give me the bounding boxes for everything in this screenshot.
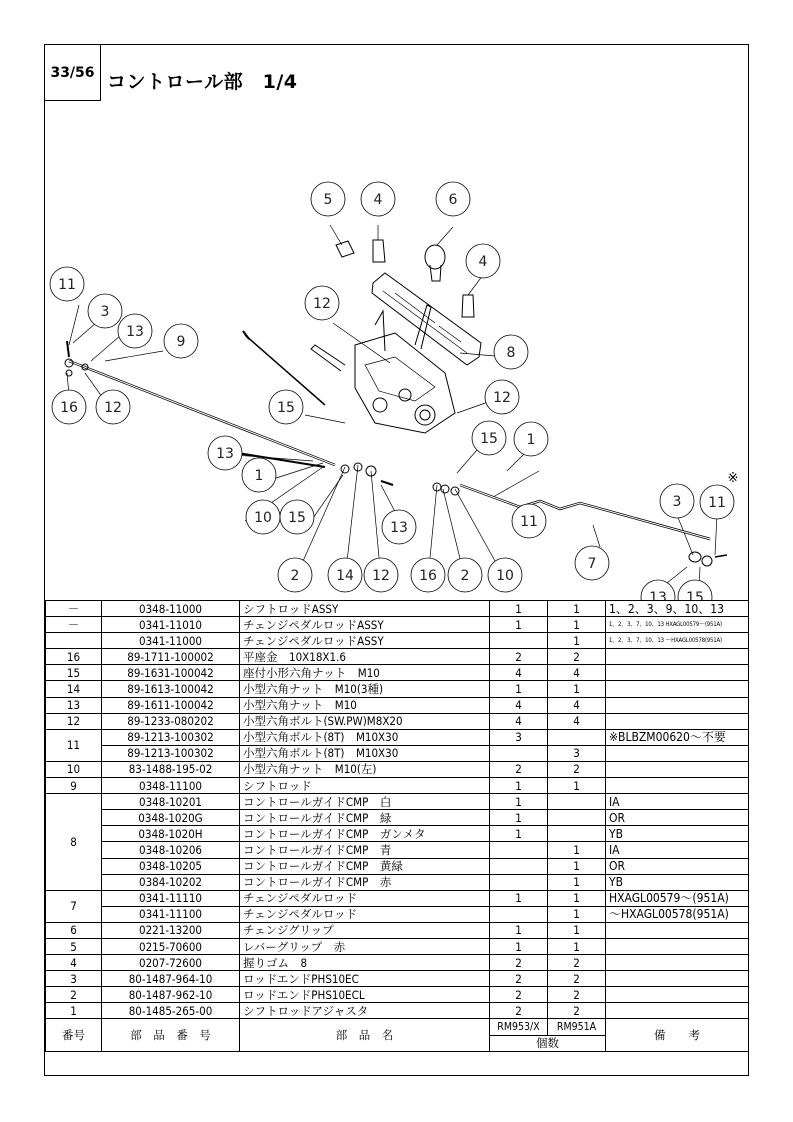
cell-part-no: 0348-1020H [102,826,240,842]
cell-qty-rm953: 3 [490,729,548,745]
callout-number: 15 [277,400,295,416]
callout-number: 16 [419,568,437,584]
table-row [46,761,749,777]
cell-qty-rm951a: 1 [548,874,606,890]
callout-number: 10 [254,510,272,526]
header-part-name: 部 品 名 [240,1019,490,1051]
table-row [46,858,749,874]
callout-number: 11 [58,277,76,293]
table-row [46,906,749,922]
cell-part-no: 0207-72600 [102,955,240,971]
cell-part-no: 89-1611-100042 [102,697,240,713]
cell-qty-rm953: 1 [490,810,548,826]
cell-no: 10 [46,761,102,777]
cell-no: 12 [46,713,102,729]
callout-number: 9 [176,334,186,350]
cell-part-no: 80-1487-962-10 [102,987,240,1003]
cell-part-name: シフトロッドアジャスタ [240,1003,490,1019]
cell-part-name: シフトロッドASSY [240,601,490,617]
cell-remarks: 1、2、3、7、10、13 HXAGL00579〜(951A) [606,617,749,633]
cell-qty-rm953: 2 [490,761,548,777]
cell-remarks [606,681,749,697]
cell-part-no: 0341-11100 [102,906,240,922]
cell-part-name: チェンジペダルロッド [240,906,490,922]
table-row [46,665,749,681]
callout-number: 11 [520,514,538,530]
callout-number: 15 [288,510,306,526]
table-row [46,874,749,890]
cell-qty-rm951a: 1 [548,938,606,954]
callout-number: 13 [126,324,144,340]
cell-qty-rm951a [548,794,606,810]
cell-remarks: IA [606,794,749,810]
cell-qty-rm953: 1 [490,826,548,842]
cell-part-no: 89-1233-080202 [102,713,240,729]
cell-qty-rm951a: 2 [548,649,606,665]
callout-number: 13 [216,446,234,462]
cell-part-name: 小型六角ボルト(8T) M10X30 [240,729,490,745]
cell-remarks: ※BLBZM00620〜不要 [606,729,749,745]
cell-remarks: 〜HXAGL00578(951A) [606,906,749,922]
cell-qty-rm951a: 1 [548,681,606,697]
header-part-no: 部 品 番 号 [102,1019,240,1051]
cell-qty-rm953 [490,906,548,922]
cell-part-no: 89-1213-100302 [102,745,240,761]
cell-part-no: 0348-11100 [102,778,240,794]
cell-qty-rm953: 1 [490,617,548,633]
cell-no: － [46,601,102,617]
cell-part-no: 0215-70600 [102,938,240,954]
cell-no: 16 [46,649,102,665]
callout-number: 3 [100,304,110,320]
table-row [46,971,749,987]
table-row [46,729,749,745]
table-row [46,633,749,649]
cell-qty-rm953: 4 [490,713,548,729]
table-row [46,955,749,971]
cell-part-no: 0341-11010 [102,617,240,633]
cell-no: 6 [46,922,102,938]
cell-qty-rm951a: 1 [548,601,606,617]
cell-part-name: コントロールガイドCMP 黄緑 [240,858,490,874]
parts-diagram [45,105,748,601]
cell-qty-rm951a: 1 [548,922,606,938]
cell-part-name: 小型六角ナット M10(3種) [240,681,490,697]
callout-number: 2 [290,568,300,584]
cell-part-no: 0348-10205 [102,858,240,874]
cell-qty-rm953: 1 [490,601,548,617]
cell-remarks [606,745,749,761]
cell-part-no: 80-1485-265-00 [102,1003,240,1019]
cell-part-name: コントロールガイドCMP 青 [240,842,490,858]
cell-qty-rm951a: 1 [548,858,606,874]
cell-qty-rm951a: 4 [548,713,606,729]
cell-no: 5 [46,938,102,954]
cell-part-name: 平座金 10X18X1.6 [240,649,490,665]
table-row [46,922,749,938]
parts-table [45,600,749,1052]
cell-part-no: 0341-11110 [102,890,240,906]
table-row [46,842,749,858]
cell-remarks [606,938,749,954]
cell-qty-rm953: 1 [490,681,548,697]
callout-number: 12 [313,296,331,312]
cell-qty-rm953: 2 [490,987,548,1003]
cell-remarks [606,955,749,971]
cell-qty-rm951a: 1 [548,633,606,649]
cell-part-no: 89-1613-100042 [102,681,240,697]
cell-qty-rm951a: 3 [548,745,606,761]
cell-qty-rm953 [490,633,548,649]
cell-remarks [606,778,749,794]
callout-number: 1 [254,468,264,484]
cell-qty-rm951a: 2 [548,987,606,1003]
cell-part-name: シフトロッド [240,778,490,794]
callout-number: 2 [460,568,470,584]
cell-no: 3 [46,971,102,987]
cell-part-name: チェンジグリップ [240,922,490,938]
callout-number: 11 [708,495,726,511]
table-row [46,826,749,842]
cell-remarks: 1、2、3、7、10、13 〜HXAGL00578(951A) [606,633,749,649]
cell-qty-rm953: 2 [490,955,548,971]
cell-qty-rm951a: 2 [548,955,606,971]
cell-qty-rm951a: 2 [548,761,606,777]
callout-number: 13 [649,590,667,601]
cell-qty-rm951a: 1 [548,906,606,922]
table-row [46,601,749,617]
cell-remarks [606,987,749,1003]
cell-part-no: 0348-11000 [102,601,240,617]
callout-number: 5 [323,192,333,208]
callout-number: 10 [496,568,514,584]
header-no: 番号 [46,1019,102,1051]
cell-part-name: コントロールガイドCMP 赤 [240,874,490,890]
cell-part-no: 0384-10202 [102,874,240,890]
cell-qty-rm951a: 1 [548,617,606,633]
table-row [46,794,749,810]
cell-qty-rm953: 4 [490,665,548,681]
cell-remarks [606,761,749,777]
cell-no: 13 [46,697,102,713]
cell-part-no: 0341-11000 [102,633,240,649]
cell-qty-rm953: 2 [490,1003,548,1019]
callout-note-mark: ※ [727,471,739,486]
cell-qty-rm953: 2 [490,971,548,987]
cell-part-name: 座付小形六角ナット M10 [240,665,490,681]
cell-qty-rm951a: 1 [548,890,606,906]
table-row [46,810,749,826]
cell-remarks: HXAGL00579〜(951A) [606,890,749,906]
cell-remarks: 1、2、3、9、10、13 [606,601,749,617]
cell-part-no: 89-1711-100002 [102,649,240,665]
cell-no: 11 [46,729,102,761]
cell-remarks: OR [606,810,749,826]
cell-part-no: 0221-13200 [102,922,240,938]
cell-remarks [606,649,749,665]
cell-part-name: コントロールガイドCMP ガンメタ [240,826,490,842]
callout-number: 16 [60,400,78,416]
callout-number: 14 [336,568,354,584]
cell-qty-rm953: 4 [490,697,548,713]
cell-remarks [606,713,749,729]
cell-part-name: チェンジペダルロッドASSY [240,617,490,633]
cell-part-no: 89-1631-100042 [102,665,240,681]
page-number: 33/56 [45,45,101,101]
cell-part-name: 小型六角ナット M10 [240,697,490,713]
cell-qty-rm953 [490,858,548,874]
cell-qty-rm953: 1 [490,938,548,954]
table-row [46,987,749,1003]
cell-qty-rm953: 1 [490,778,548,794]
cell-qty-rm953: 2 [490,649,548,665]
cell-remarks [606,1003,749,1019]
cell-part-name: ロッドエンドPHS10ECL [240,987,490,1003]
callout-number: 6 [448,192,458,208]
cell-qty-rm951a [548,810,606,826]
cell-qty-rm953: 1 [490,922,548,938]
callout-number: 4 [478,254,488,270]
cell-no: 1 [46,1003,102,1019]
cell-remarks [606,697,749,713]
callout-number: 4 [373,192,383,208]
callout-number: 15 [480,431,498,447]
table-row [46,745,749,761]
cell-qty-rm953 [490,874,548,890]
header-remarks: 備 考 [606,1019,749,1051]
cell-part-no: 0348-1020G [102,810,240,826]
table-row [46,938,749,954]
cell-remarks: YB [606,826,749,842]
table-row [46,617,749,633]
cell-qty-rm951a: 2 [548,1003,606,1019]
callout-number: 12 [493,390,511,406]
cell-part-name: コントロールガイドCMP 緑 [240,810,490,826]
cell-no: 8 [46,794,102,891]
table-row [46,681,749,697]
cell-part-name: 握りゴム 8 [240,955,490,971]
cell-qty-rm951a: 2 [548,971,606,987]
cell-no: 4 [46,955,102,971]
callout-number: 12 [104,400,122,416]
cell-qty-rm951a: 1 [548,778,606,794]
cell-qty-rm953: 1 [490,890,548,906]
cell-part-no: 80-1487-964-10 [102,971,240,987]
cell-no: 15 [46,665,102,681]
table-row [46,697,749,713]
cell-remarks: IA [606,842,749,858]
cell-qty-rm951a [548,826,606,842]
cell-remarks [606,922,749,938]
cell-part-name: チェンジペダルロッド [240,890,490,906]
cell-remarks [606,665,749,681]
table-row [46,649,749,665]
cell-qty-rm951a: 1 [548,842,606,858]
header-qty: 個数 [490,1035,606,1051]
cell-no [46,633,102,649]
parts-table-header [46,1019,749,1051]
cell-part-name: レバーグリップ 赤 [240,938,490,954]
callout-number: 8 [506,345,516,361]
parts-table-body [46,601,749,1019]
table-row [46,890,749,906]
table-row [46,1003,749,1019]
page-frame [44,44,749,1076]
cell-qty-rm953 [490,745,548,761]
header-model-rm951a: RM951A [548,1019,606,1035]
cell-part-name: 小型六角ボルト(SW.PW)M8X20 [240,713,490,729]
cell-part-name: チェンジペダルロッドASSY [240,633,490,649]
cell-part-name: 小型六角ボルト(8T) M10X30 [240,745,490,761]
cell-part-name: ロッドエンドPHS10EC [240,971,490,987]
cell-no: 14 [46,681,102,697]
cell-qty-rm951a: 4 [548,665,606,681]
cell-part-name: 小型六角ナット M10(左) [240,761,490,777]
callout-number: 13 [390,520,408,536]
table-row [46,713,749,729]
cell-part-no: 0348-10206 [102,842,240,858]
cell-remarks [606,971,749,987]
callout-number: 3 [672,494,682,510]
callout-number: 15 [686,590,704,601]
cell-no: 2 [46,987,102,1003]
cell-no: 7 [46,890,102,922]
cell-part-name: コントロールガイドCMP 白 [240,794,490,810]
cell-qty-rm951a [548,729,606,745]
cell-no: － [46,617,102,633]
cell-remarks: OR [606,858,749,874]
callout-bubbles [50,182,738,601]
cell-qty-rm951a: 4 [548,697,606,713]
table-row [46,778,749,794]
cell-no: 9 [46,778,102,794]
cell-qty-rm953 [490,842,548,858]
cell-part-no: 89-1213-100302 [102,729,240,745]
callout-number: 1 [526,432,536,448]
cell-part-no: 0348-10201 [102,794,240,810]
page-title: コントロール部 1/4 [107,71,298,93]
callout-number: 12 [372,568,390,584]
callout-number: 7 [587,556,597,572]
cell-remarks: YB [606,874,749,890]
header-model-rm953: RM953/X [490,1019,548,1035]
cell-part-no: 83-1488-195-02 [102,761,240,777]
cell-qty-rm953: 1 [490,794,548,810]
